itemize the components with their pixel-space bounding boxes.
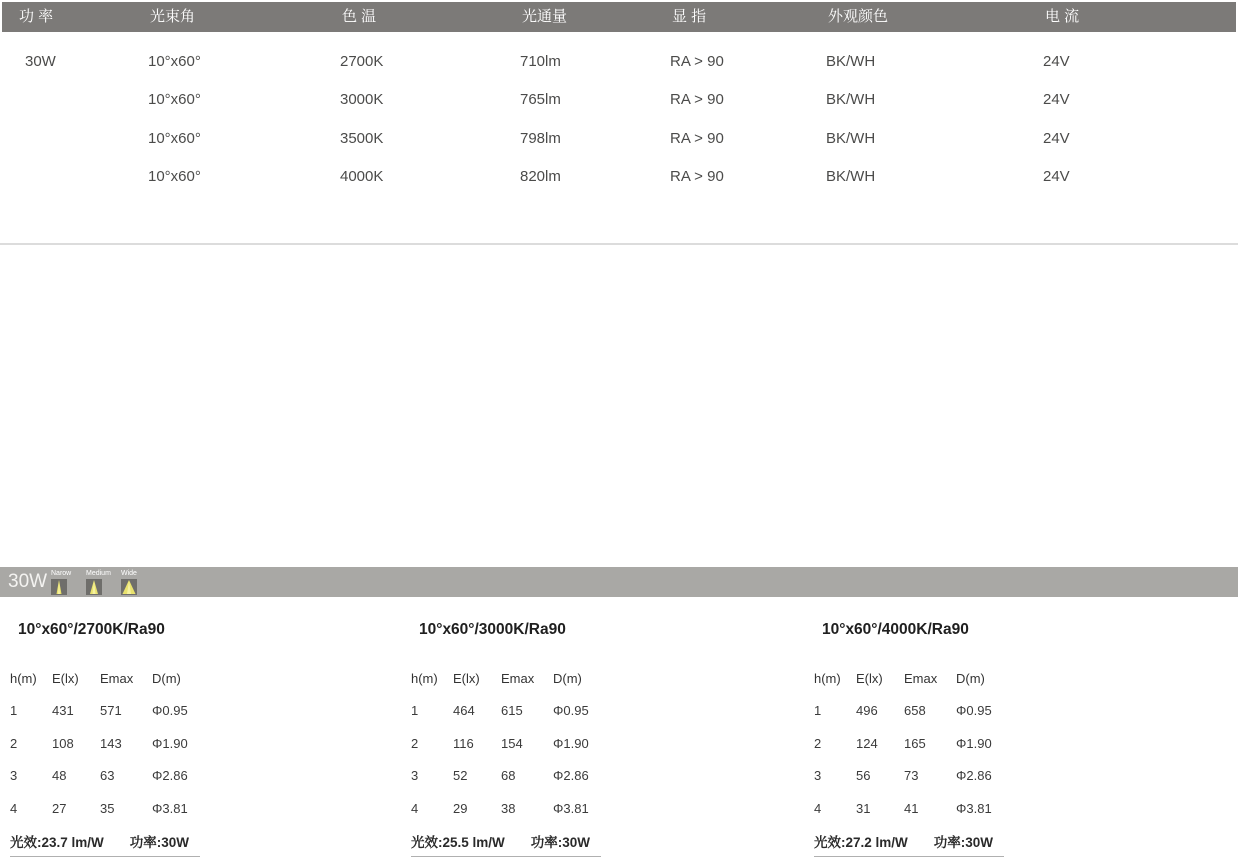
col-header-h: h(m) xyxy=(814,670,841,686)
photometric-header-row xyxy=(10,662,210,695)
table-row xyxy=(814,727,1014,760)
section-divider xyxy=(0,243,1238,245)
beam-angle-value: 10°x60° xyxy=(148,130,201,147)
finish-value: BK/WH xyxy=(826,91,876,108)
photometric-table-title: 10°x60°/4000K/Ra90 xyxy=(822,621,969,638)
spec-header-flux: 光通量 xyxy=(522,8,568,25)
col-header-emax: Emax xyxy=(904,670,938,686)
current-value: 24V xyxy=(1043,168,1070,185)
h-value: 3 xyxy=(10,768,18,784)
cct-value: 2700K xyxy=(340,53,384,70)
photometric-table-3000k xyxy=(411,620,611,857)
table-row xyxy=(411,695,611,728)
d-value: Φ2.86 xyxy=(152,768,188,784)
narrow-beam-label: Narow xyxy=(51,570,72,577)
power-value: 30W xyxy=(25,53,56,70)
beam-angle-value: 10°x60° xyxy=(148,168,201,185)
col-header-d: D(m) xyxy=(956,670,985,686)
col-header-e: E(lx) xyxy=(453,670,480,686)
photometric-table-2700k xyxy=(10,620,210,857)
emax-value: 571 xyxy=(100,703,122,719)
spec-table-row xyxy=(0,167,1238,187)
h-value: 3 xyxy=(814,768,822,784)
d-value: Φ0.95 xyxy=(553,703,589,719)
wide-beam-group xyxy=(121,569,137,595)
h-value: 1 xyxy=(411,703,419,719)
spec-header-cri: 显 指 xyxy=(672,8,707,25)
beam-bar xyxy=(0,567,1238,597)
emax-value: 38 xyxy=(501,800,516,816)
cri-value: RA > 90 xyxy=(670,130,724,147)
h-value: 4 xyxy=(411,800,419,816)
cct-value: 3500K xyxy=(340,130,384,147)
e-value: 124 xyxy=(856,735,878,751)
d-value: Φ3.81 xyxy=(956,800,992,816)
beam-angle-value: 10°x60° xyxy=(148,53,201,70)
e-value: 431 xyxy=(52,703,74,719)
photometric-grid xyxy=(411,662,611,825)
medium-beam-label: Medium xyxy=(86,570,111,577)
emax-value: 154 xyxy=(501,735,523,751)
power-value: 功率:30W xyxy=(129,834,190,850)
flux-value: 820lm xyxy=(520,168,561,185)
emax-value: 41 xyxy=(904,800,919,816)
col-header-e: E(lx) xyxy=(856,670,883,686)
cri-value: RA > 90 xyxy=(670,168,724,185)
spec-header-beam-angle: 光束角 xyxy=(150,8,196,25)
emax-value: 68 xyxy=(501,768,516,784)
cri-value: RA > 90 xyxy=(670,91,724,108)
table-row xyxy=(814,760,1014,793)
d-value: Φ0.95 xyxy=(152,703,188,719)
efficacy-value: 光效:23.7 lm/W xyxy=(10,834,104,850)
emax-value: 143 xyxy=(100,735,122,751)
col-header-d: D(m) xyxy=(553,670,582,686)
spec-header-cct: 色 温 xyxy=(342,8,377,25)
col-header-e: E(lx) xyxy=(52,670,79,686)
d-value: Φ3.81 xyxy=(553,800,589,816)
table-row xyxy=(10,695,210,728)
emax-value: 165 xyxy=(904,735,926,751)
photometric-header-row xyxy=(814,662,1014,695)
current-value: 24V xyxy=(1043,91,1070,108)
narrow-beam-icon xyxy=(51,579,67,595)
flux-value: 710lm xyxy=(520,53,561,70)
photometric-footer xyxy=(10,831,200,857)
d-value: Φ1.90 xyxy=(956,735,992,751)
table-row xyxy=(10,760,210,793)
efficacy-value: 光效:27.2 lm/W xyxy=(814,834,908,850)
h-value: 1 xyxy=(10,703,18,719)
h-value: 1 xyxy=(814,703,822,719)
table-row xyxy=(814,792,1014,825)
e-value: 27 xyxy=(52,800,67,816)
photometric-grid xyxy=(814,662,1014,825)
photometric-header-row xyxy=(411,662,611,695)
table-row xyxy=(411,792,611,825)
power-value: 功率:30W xyxy=(933,834,994,850)
photometric-table-title: 10°x60°/2700K/Ra90 xyxy=(18,621,165,638)
emax-value: 35 xyxy=(100,800,115,816)
h-value: 3 xyxy=(411,768,419,784)
spec-table-header xyxy=(2,2,1236,32)
e-value: 56 xyxy=(856,768,871,784)
spec-table-row xyxy=(0,129,1238,149)
photometric-table-4000k xyxy=(814,620,1014,857)
cct-value: 3000K xyxy=(340,91,384,108)
emax-value: 63 xyxy=(100,768,115,784)
table-row xyxy=(10,727,210,760)
col-header-h: h(m) xyxy=(411,670,438,686)
e-value: 48 xyxy=(52,768,67,784)
spec-header-current: 电 流 xyxy=(1045,8,1080,25)
col-header-emax: Emax xyxy=(100,670,134,686)
efficacy-value: 光效:25.5 lm/W xyxy=(411,834,505,850)
spec-table-row xyxy=(0,90,1238,110)
h-value: 2 xyxy=(10,735,18,751)
col-header-emax: Emax xyxy=(501,670,535,686)
narrow-beam-group xyxy=(51,569,72,595)
col-header-h: h(m) xyxy=(10,670,37,686)
finish-value: BK/WH xyxy=(826,130,876,147)
table-row xyxy=(814,695,1014,728)
current-value: 24V xyxy=(1043,53,1070,70)
photometric-footer xyxy=(411,831,601,857)
e-value: 29 xyxy=(453,800,468,816)
e-value: 496 xyxy=(856,703,878,719)
medium-beam-group xyxy=(86,569,111,595)
finish-value: BK/WH xyxy=(826,168,876,185)
wattage-label: 30W xyxy=(8,571,48,592)
h-value: 2 xyxy=(411,735,419,751)
d-value: Φ1.90 xyxy=(553,735,589,751)
photometric-grid xyxy=(10,662,210,825)
d-value: Φ0.95 xyxy=(956,703,992,719)
beam-angle-value: 10°x60° xyxy=(148,91,201,108)
e-value: 464 xyxy=(453,703,475,719)
photometric-table-title: 10°x60°/3000K/Ra90 xyxy=(419,621,566,638)
table-row xyxy=(411,727,611,760)
h-value: 2 xyxy=(814,735,822,751)
col-header-d: D(m) xyxy=(152,670,181,686)
e-value: 116 xyxy=(453,735,474,751)
e-value: 31 xyxy=(856,800,871,816)
power-value: 功率:30W xyxy=(530,834,591,850)
spec-header-power: 功 率 xyxy=(19,8,54,25)
wide-beam-label: Wide xyxy=(121,570,137,577)
finish-value: BK/WH xyxy=(826,53,876,70)
spec-table-row xyxy=(0,52,1238,72)
emax-value: 73 xyxy=(904,768,919,784)
d-value: Φ2.86 xyxy=(553,768,589,784)
photometric-footer xyxy=(814,831,1004,857)
h-value: 4 xyxy=(10,800,18,816)
wide-beam-icon xyxy=(121,579,137,595)
table-row xyxy=(10,792,210,825)
flux-value: 765lm xyxy=(520,91,561,108)
d-value: Φ3.81 xyxy=(152,800,188,816)
e-value: 52 xyxy=(453,768,468,784)
flux-value: 798lm xyxy=(520,130,561,147)
cct-value: 4000K xyxy=(340,168,384,185)
emax-value: 658 xyxy=(904,703,926,719)
d-value: Φ2.86 xyxy=(956,768,992,784)
emax-value: 615 xyxy=(501,703,523,719)
h-value: 4 xyxy=(814,800,822,816)
d-value: Φ1.90 xyxy=(152,735,188,751)
spec-header-finish: 外观颜色 xyxy=(828,8,889,25)
cri-value: RA > 90 xyxy=(670,53,724,70)
current-value: 24V xyxy=(1043,130,1070,147)
table-row xyxy=(411,760,611,793)
medium-beam-icon xyxy=(86,579,102,595)
e-value: 108 xyxy=(52,735,74,751)
